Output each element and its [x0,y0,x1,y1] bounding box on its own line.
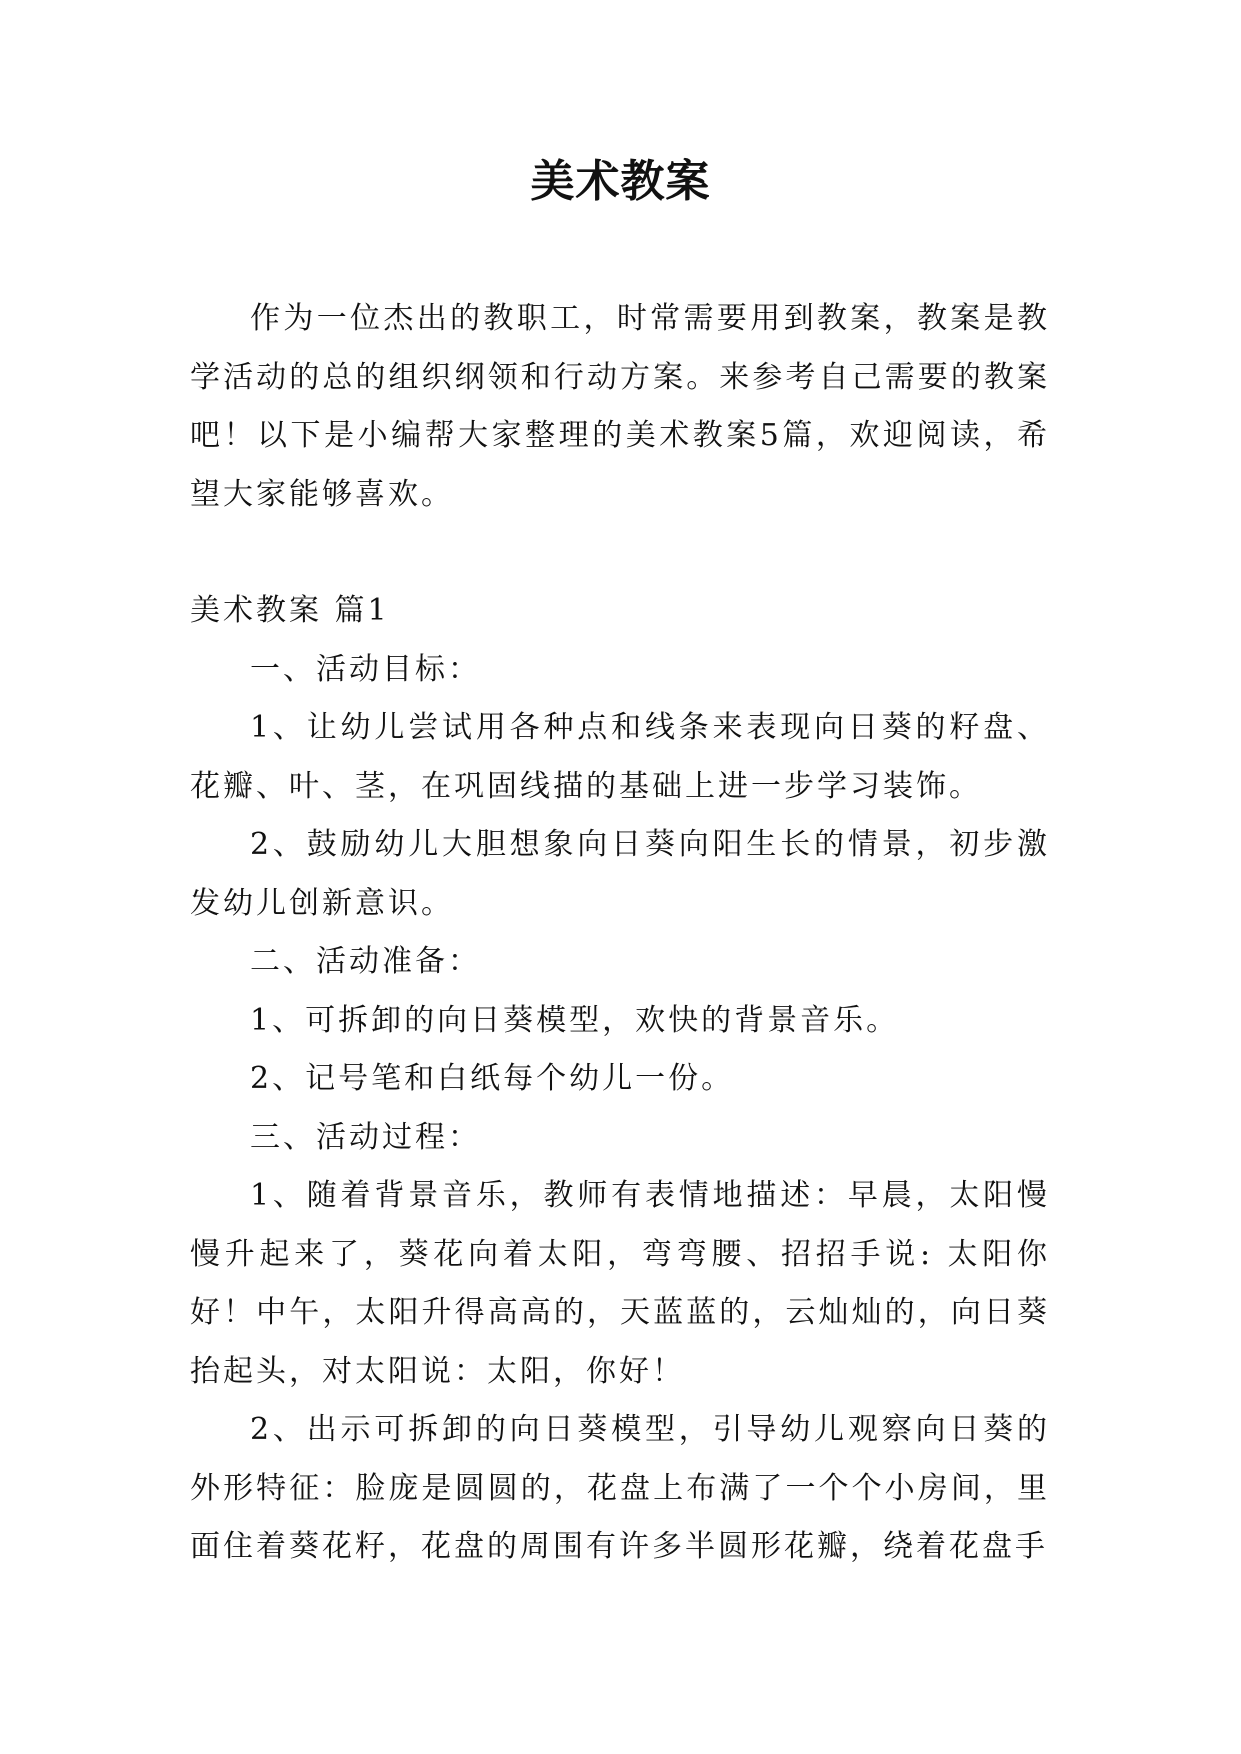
section-title: 美术教案 篇1 [190,593,390,628]
paragraph-goal-1: 1、让幼儿尝试用各种点和线条来表现向日葵的籽盘、花瓣、叶、茎，在巩固线描的基础上进一步学习装饰。 [190,710,1050,804]
paragraph-process-heading: 三、活动过程： [250,1119,481,1155]
paragraph-prep-heading: 二、活动准备： [250,944,481,979]
document-body [190,290,1050,1577]
paragraph-goals-heading: 一、活动目标： [250,651,481,687]
document-title: 美术教案 [530,156,711,207]
paragraph-gap [190,524,1050,582]
paragraph-prep-2: 2、记号笔和白纸每个幼儿一份。 [250,1061,735,1096]
paragraph-process-2: 2、出示可拆卸的向日葵模型，引导幼儿观察向日葵的外形特征：脸庞是圆圆的，花盘上布满了一个个小房间，里面住着葵花籽，花盘的周围有许多半圆形花瓣，绕着花盘手 [190,1412,1050,1564]
intro-paragraph: 作为一位杰出的教职工，时常需要用到教案，教案是教学活动的总的组织纲领和行动方案。来参考自己需要的教案吧！以下是小编帮大家整理的美术教案5篇，欢迎阅读，希望大家能够喜欢。 [190,301,1050,512]
paragraph-process-1: 1、随着背景音乐，教师有表情地描述：早晨，太阳慢慢升起来了，葵花向着太阳，弯弯腰、招招手说: 太阳你好！中午，太阳升得高高的，天蓝蓝的，云灿灿的，向日葵抬起头，对太阳说：太阳，你好！ [190,1178,1050,1389]
paragraph-goal-2: 2、鼓励幼儿大胆想象向日葵向阳生长的情景，初步激发幼儿创新意识。 [190,827,1050,921]
paragraph-prep-1: 1、可拆卸的向日葵模型，欢快的背景音乐。 [250,1002,900,1038]
